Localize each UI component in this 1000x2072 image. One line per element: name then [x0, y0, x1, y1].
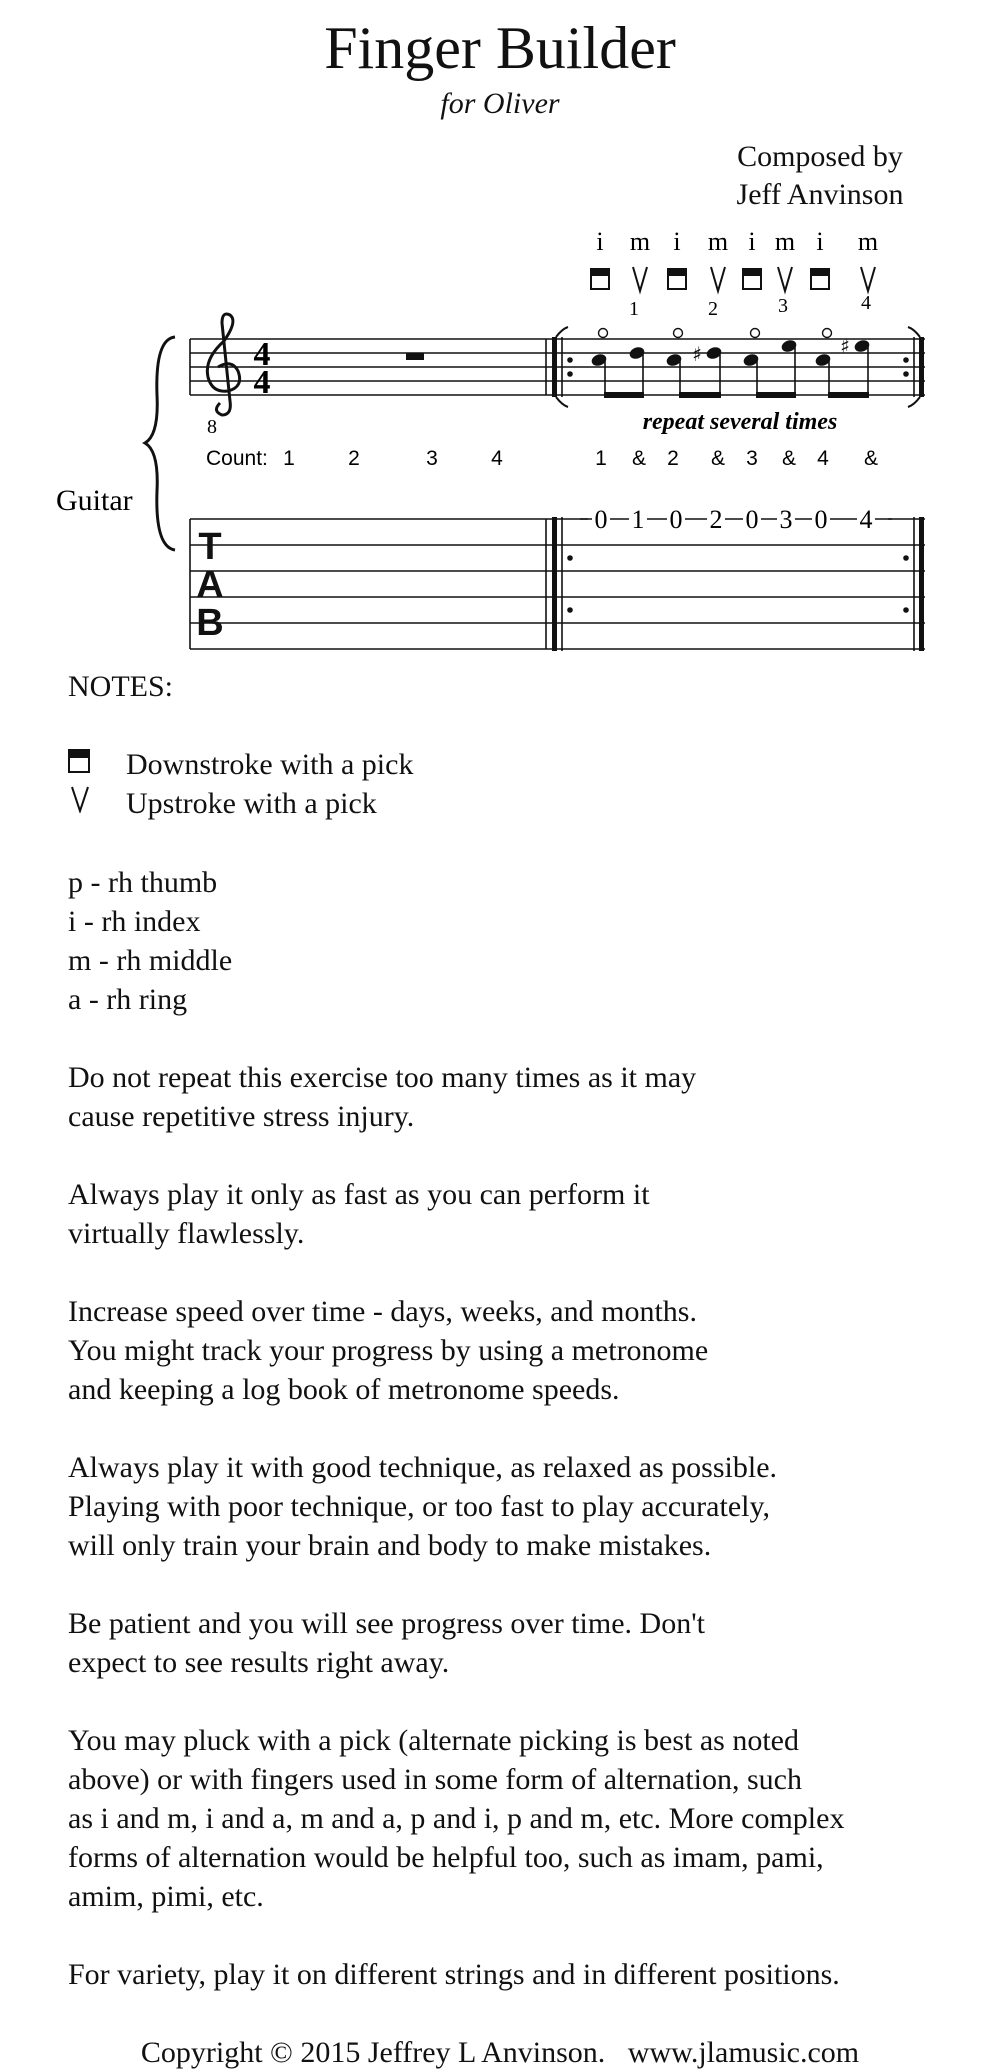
tab-fret: 0: [669, 505, 683, 534]
notes-heading: NOTES:: [68, 670, 173, 703]
finger-legend-item: i - rh index: [68, 905, 201, 938]
legend-upstroke: [68, 784, 377, 824]
paragraph-line: Always play it with good technique, as relaxed as possible.: [68, 1451, 778, 1484]
composer-credit: [660, 138, 980, 214]
lh-finger-number: 2: [708, 298, 718, 320]
paragraph-line: above) or with fingers used in some form of alternation, such: [68, 1763, 802, 1796]
count-beat: 3: [746, 447, 758, 470]
paragraph-line: For variety, play it on different strings and in different positions.: [68, 1958, 840, 1991]
fingering-mark: i: [816, 227, 824, 256]
paragraph-line: as i and m, i and a, m and a, p and i, p and m, etc. More complex: [68, 1802, 845, 1835]
tab-letter: A: [196, 564, 224, 606]
paragraph-line: Always play it only as fast as you can perform it: [68, 1178, 650, 1211]
fingering-mark: m: [774, 227, 796, 256]
paragraph-line: cause repetitive stress injury.: [68, 1100, 415, 1133]
tab-fret: 3: [779, 505, 793, 534]
fingering-mark: m: [857, 227, 879, 256]
count-beat: 2: [667, 447, 679, 470]
count-beat: &: [710, 447, 726, 470]
system-brace: [145, 337, 175, 550]
paragraph-line: Increase speed over time - days, weeks, and months.: [68, 1295, 697, 1328]
upstroke-icon: [68, 784, 126, 824]
finger-legend-item: p - rh thumb: [68, 866, 218, 899]
tab-fret: 0: [745, 505, 759, 534]
count-beat: 3: [426, 447, 438, 470]
tab-fret: 1: [631, 505, 645, 534]
fingering-mark: i: [748, 227, 756, 256]
downstroke-icon: [668, 269, 686, 289]
repeat-instruction: repeat several times: [642, 409, 838, 435]
count-row: [206, 447, 878, 470]
count-beat: 1: [283, 447, 295, 470]
paragraph-line: You may pluck with a pick (alternate picking is best as noted: [68, 1724, 799, 1757]
composer-line-1: Composed by: [737, 140, 903, 173]
fingering-mark: m: [707, 227, 729, 256]
paragraph-line: amim, pimi, etc.: [68, 1880, 264, 1913]
upstroke-icon: [778, 267, 792, 291]
composer-line-2: Jeff Anvinson: [736, 178, 904, 211]
legend-downstroke-text: Downstroke with a pick: [126, 748, 414, 781]
count-beat: 1: [595, 447, 607, 470]
finger-legend-item: a - rh ring: [68, 983, 188, 1016]
svg-text:♯: ♯: [840, 334, 850, 358]
page-subtitle: for Oliver: [440, 87, 560, 120]
octave-marker: 8: [207, 416, 217, 438]
time-signature: [254, 336, 271, 401]
lh-finger-number: 4: [861, 292, 871, 314]
downstroke-icon: [591, 269, 609, 289]
tab-fret: 0: [594, 505, 608, 534]
tab-fret-numbers: [580, 505, 892, 534]
paragraph-line: will only train your brain and body to make mistakes.: [68, 1529, 712, 1562]
downstroke-icon: [743, 269, 761, 289]
fingering-mark: i: [596, 227, 604, 256]
tab-fret: 0: [814, 505, 828, 534]
lh-finger-number: 3: [778, 295, 788, 317]
svg-text:♯: ♯: [692, 342, 702, 366]
paragraph-line: Playing with poor technique, or too fast to play accurately,: [68, 1490, 771, 1523]
upstroke-icon: [861, 267, 875, 291]
finger-legend-item: m - rh middle: [68, 944, 233, 977]
fingering-row: [596, 227, 878, 256]
upstroke-icon: [633, 267, 647, 291]
treble-clef: [207, 314, 239, 415]
paragraph-line: Be patient and you will see progress over time. Don't: [68, 1607, 705, 1640]
paragraph-line: Do not repeat this exercise too many times as it may: [68, 1061, 697, 1094]
copyright-footer: Copyright © 2015 Jeffrey L Anvinson. www.jlamusic.com: [140, 2036, 860, 2069]
paragraph-line: virtually flawlessly.: [68, 1217, 305, 1250]
lh-finger-number: 1: [629, 298, 639, 320]
fingering-mark: i: [673, 227, 681, 256]
fingering-mark: m: [629, 227, 651, 256]
upstroke-icon: [711, 267, 725, 291]
tab-letter: T: [198, 526, 222, 568]
paragraph-line: forms of alternation would be helpful too, such as imam, pami,: [68, 1841, 824, 1874]
guitar-score: [0, 225, 1000, 665]
count-beat: &: [631, 447, 647, 470]
count-beat: 4: [491, 447, 503, 470]
tab-repeat-end: [903, 517, 924, 651]
time-signature-bottom: 4: [253, 364, 271, 401]
paragraph-line: and keeping a log book of metronome speeds.: [68, 1373, 620, 1406]
legend-upstroke-text: Upstroke with a pick: [126, 787, 377, 820]
count-label: Count:: [206, 447, 268, 470]
left-hand-fingers: [629, 292, 871, 320]
downstroke-icon: [811, 269, 829, 289]
tab-fret: 4: [859, 505, 873, 534]
instrument-label: Guitar: [56, 484, 133, 517]
downstroke-icon: [68, 745, 126, 785]
count-beat: &: [781, 447, 797, 470]
tab-clef: [196, 526, 223, 644]
count-beat: &: [863, 447, 879, 470]
count-beat: 2: [348, 447, 360, 470]
page-title: Finger Builder: [324, 15, 676, 81]
tab-staff: [190, 519, 925, 649]
tab-letter: B: [196, 602, 224, 644]
tab-fret: 2: [709, 505, 723, 534]
paragraph-line: expect to see results right away.: [68, 1646, 450, 1679]
tab-repeat-start: [552, 517, 573, 651]
whole-rest: [406, 353, 424, 360]
count-beat: 4: [817, 447, 829, 470]
paragraph-line: You might track your progress by using a metronome: [68, 1334, 709, 1367]
legend-downstroke: [68, 745, 413, 785]
time-signature-top: 4: [253, 336, 271, 373]
treble-staff: [190, 339, 925, 395]
pick-stroke-row: [591, 267, 875, 291]
